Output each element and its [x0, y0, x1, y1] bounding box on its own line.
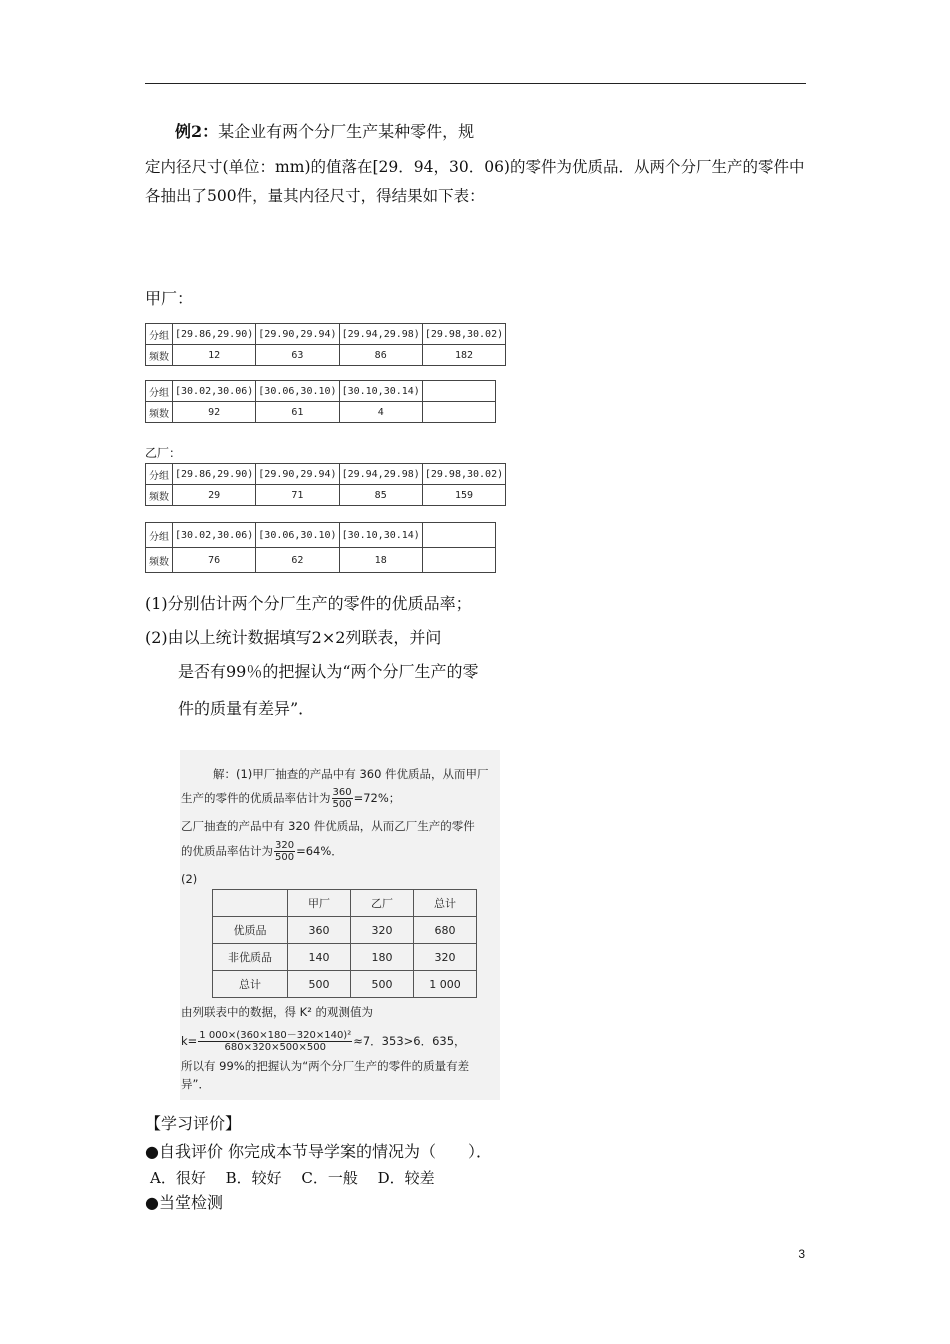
example-line1-text: 某企业有两个分厂生产某种零件，规 — [218, 122, 475, 141]
table-row — [146, 381, 496, 402]
table-cell: 63 — [256, 345, 339, 366]
row-header: 非优质品 — [213, 944, 288, 971]
example-label: 例2： — [175, 122, 219, 141]
table-header-cell: 乙厂 — [351, 890, 414, 917]
question-2-line3: 件的质量有差异”． — [178, 699, 315, 718]
table-cell: [30.02,30.06) — [173, 381, 256, 402]
fraction-a-numerator: 360 — [332, 787, 352, 798]
row-header: 优质品 — [213, 917, 288, 944]
table-cell: [30.06,30.10) — [256, 523, 339, 548]
table-cell: 140 — [288, 944, 351, 971]
example-line2: 定内径尺寸(单位：mm)的值落在[29．94，30．06)的零件为优质品．从两个分厂生产的零件中 — [145, 158, 805, 176]
row-header: 分组 — [146, 523, 173, 548]
table-cell: 680 — [414, 917, 477, 944]
table-cell: [29.94,29.98) — [339, 324, 422, 345]
table-row — [213, 944, 477, 971]
k-denominator: 680×320×500×500 — [224, 1042, 326, 1053]
table-cell: 29 — [173, 485, 256, 506]
table-cell: 180 — [351, 944, 414, 971]
self-evaluation: ●自我评价 你完成本节导学案的情况为（ ）． — [145, 1142, 493, 1161]
table-cell: 360 — [288, 917, 351, 944]
question-2-line1: (2)由以上统计数据填写2×2列联表，并问 — [145, 628, 442, 647]
table-cell: [29.90,29.94) — [256, 464, 339, 485]
table-row — [146, 523, 496, 548]
table-cell: [29.94,29.98) — [339, 464, 422, 485]
table-cell: 182 — [422, 345, 505, 366]
table-cell: [30.10,30.14) — [339, 523, 422, 548]
table-cell: 92 — [173, 402, 256, 423]
table-cell: 159 — [422, 485, 505, 506]
table-cell-empty — [422, 381, 495, 402]
table-header-cell: 甲厂 — [288, 890, 351, 917]
table-cell-empty — [422, 523, 495, 548]
solution-line2 — [181, 787, 400, 810]
table-cell: 320 — [414, 944, 477, 971]
table-row — [146, 548, 496, 573]
fraction-b-numerator: 320 — [275, 840, 295, 851]
question-1: (1)分别估计两个分厂生产的零件的优质品率； — [145, 594, 472, 613]
table-header-cell: 总计 — [414, 890, 477, 917]
table-cell: 12 — [173, 345, 256, 366]
row-header: 频数 — [146, 548, 173, 573]
fraction-b-denominator: 500 — [275, 852, 295, 863]
solution-line2-post: =72%； — [353, 791, 401, 805]
solution-k-formula — [181, 1030, 466, 1053]
evaluation-title: 【学习评价】 — [145, 1114, 242, 1133]
solution-line3: 乙厂抽查的产品中有 320 件优质品，从而乙厂生产的零件 — [181, 819, 475, 833]
table-cell: 62 — [256, 548, 339, 573]
table-cell: 85 — [339, 485, 422, 506]
solution-line7: 所以有 99%的把握认为“两个分厂生产的零件的质量有差 — [181, 1059, 470, 1073]
factory-a-label: 甲厂： — [145, 289, 194, 308]
solution-line8: 异”． — [181, 1077, 210, 1091]
header-rule — [145, 83, 806, 84]
table-row — [213, 971, 477, 998]
table-row — [146, 485, 506, 506]
factory-b-table-1 — [145, 463, 506, 506]
factory-a-table-2 — [145, 380, 496, 423]
row-header: 分组 — [146, 464, 173, 485]
row-header: 分组 — [146, 324, 173, 345]
factory-b-label: 乙厂： — [145, 446, 182, 460]
fraction-a-denominator: 500 — [332, 799, 352, 810]
solution-line2-pre: 生产的零件的优质品率估计为 — [181, 791, 331, 805]
table-cell: [29.86,29.90) — [173, 324, 256, 345]
page-number: 3 — [798, 1247, 805, 1261]
fraction-a — [332, 787, 353, 810]
k-fraction — [198, 1030, 352, 1053]
factory-b-table-2 — [145, 522, 496, 573]
table-row — [146, 402, 496, 423]
row-header: 频数 — [146, 345, 173, 366]
in-class-check: ●当堂检测 — [145, 1193, 223, 1212]
table-row — [213, 890, 477, 917]
table-row — [146, 345, 506, 366]
table-cell-empty — [422, 402, 495, 423]
evaluation-options: A．很好 B．较好 C．一般 D．较差 — [150, 1169, 435, 1187]
table-cell: 71 — [256, 485, 339, 506]
fraction-b — [274, 840, 295, 863]
k-prefix: k= — [181, 1034, 198, 1048]
table-row — [213, 917, 477, 944]
solution-line4-pre: 的优质品率估计为 — [181, 844, 273, 858]
example-line3: 各抽出了500件，量其内径尺寸，得结果如下表： — [145, 187, 485, 205]
table-cell: [30.10,30.14) — [339, 381, 422, 402]
solution-line6: 由列联表中的数据，得 K² 的观测值为 — [181, 1005, 373, 1019]
k-suffix: ≈7．353>6．635， — [353, 1034, 466, 1048]
k-numerator: 1 000×(360×180－320×140)² — [199, 1030, 352, 1041]
solution-part2-label: (2) — [181, 872, 198, 886]
table-cell: 1 000 — [414, 971, 477, 998]
table-cell: [29.90,29.94) — [256, 324, 339, 345]
table-cell-empty — [422, 548, 495, 573]
table-row — [146, 464, 506, 485]
row-header: 分组 — [146, 381, 173, 402]
table-cell: [29.86,29.90) — [173, 464, 256, 485]
table-cell: 500 — [351, 971, 414, 998]
solution-line1: 解：(1)甲厂抽查的产品中有 360 件优质品，从而甲厂 — [213, 767, 489, 781]
table-cell: [29.98,30.02) — [422, 464, 505, 485]
solution-line4-post: =64%． — [296, 844, 343, 858]
table-cell: [29.98,30.02) — [422, 324, 505, 345]
question-2-line2: 是否有99％的把握认为“两个分厂生产的零 — [178, 662, 479, 681]
table-row — [146, 324, 506, 345]
row-header: 总计 — [213, 971, 288, 998]
row-header: 频数 — [146, 485, 173, 506]
table-cell: 320 — [351, 917, 414, 944]
example-line1 — [175, 122, 474, 142]
factory-a-table-1 — [145, 323, 506, 366]
row-header: 频数 — [146, 402, 173, 423]
solution-line4 — [181, 840, 343, 863]
table-cell: 500 — [288, 971, 351, 998]
table-cell: [30.02,30.06) — [173, 523, 256, 548]
table-cell: 76 — [173, 548, 256, 573]
contingency-table — [212, 889, 477, 998]
table-cell: 61 — [256, 402, 339, 423]
table-cell: 18 — [339, 548, 422, 573]
table-cell: 86 — [339, 345, 422, 366]
table-cell: 4 — [339, 402, 422, 423]
table-header-cell — [213, 890, 288, 917]
table-cell: [30.06,30.10) — [256, 381, 339, 402]
